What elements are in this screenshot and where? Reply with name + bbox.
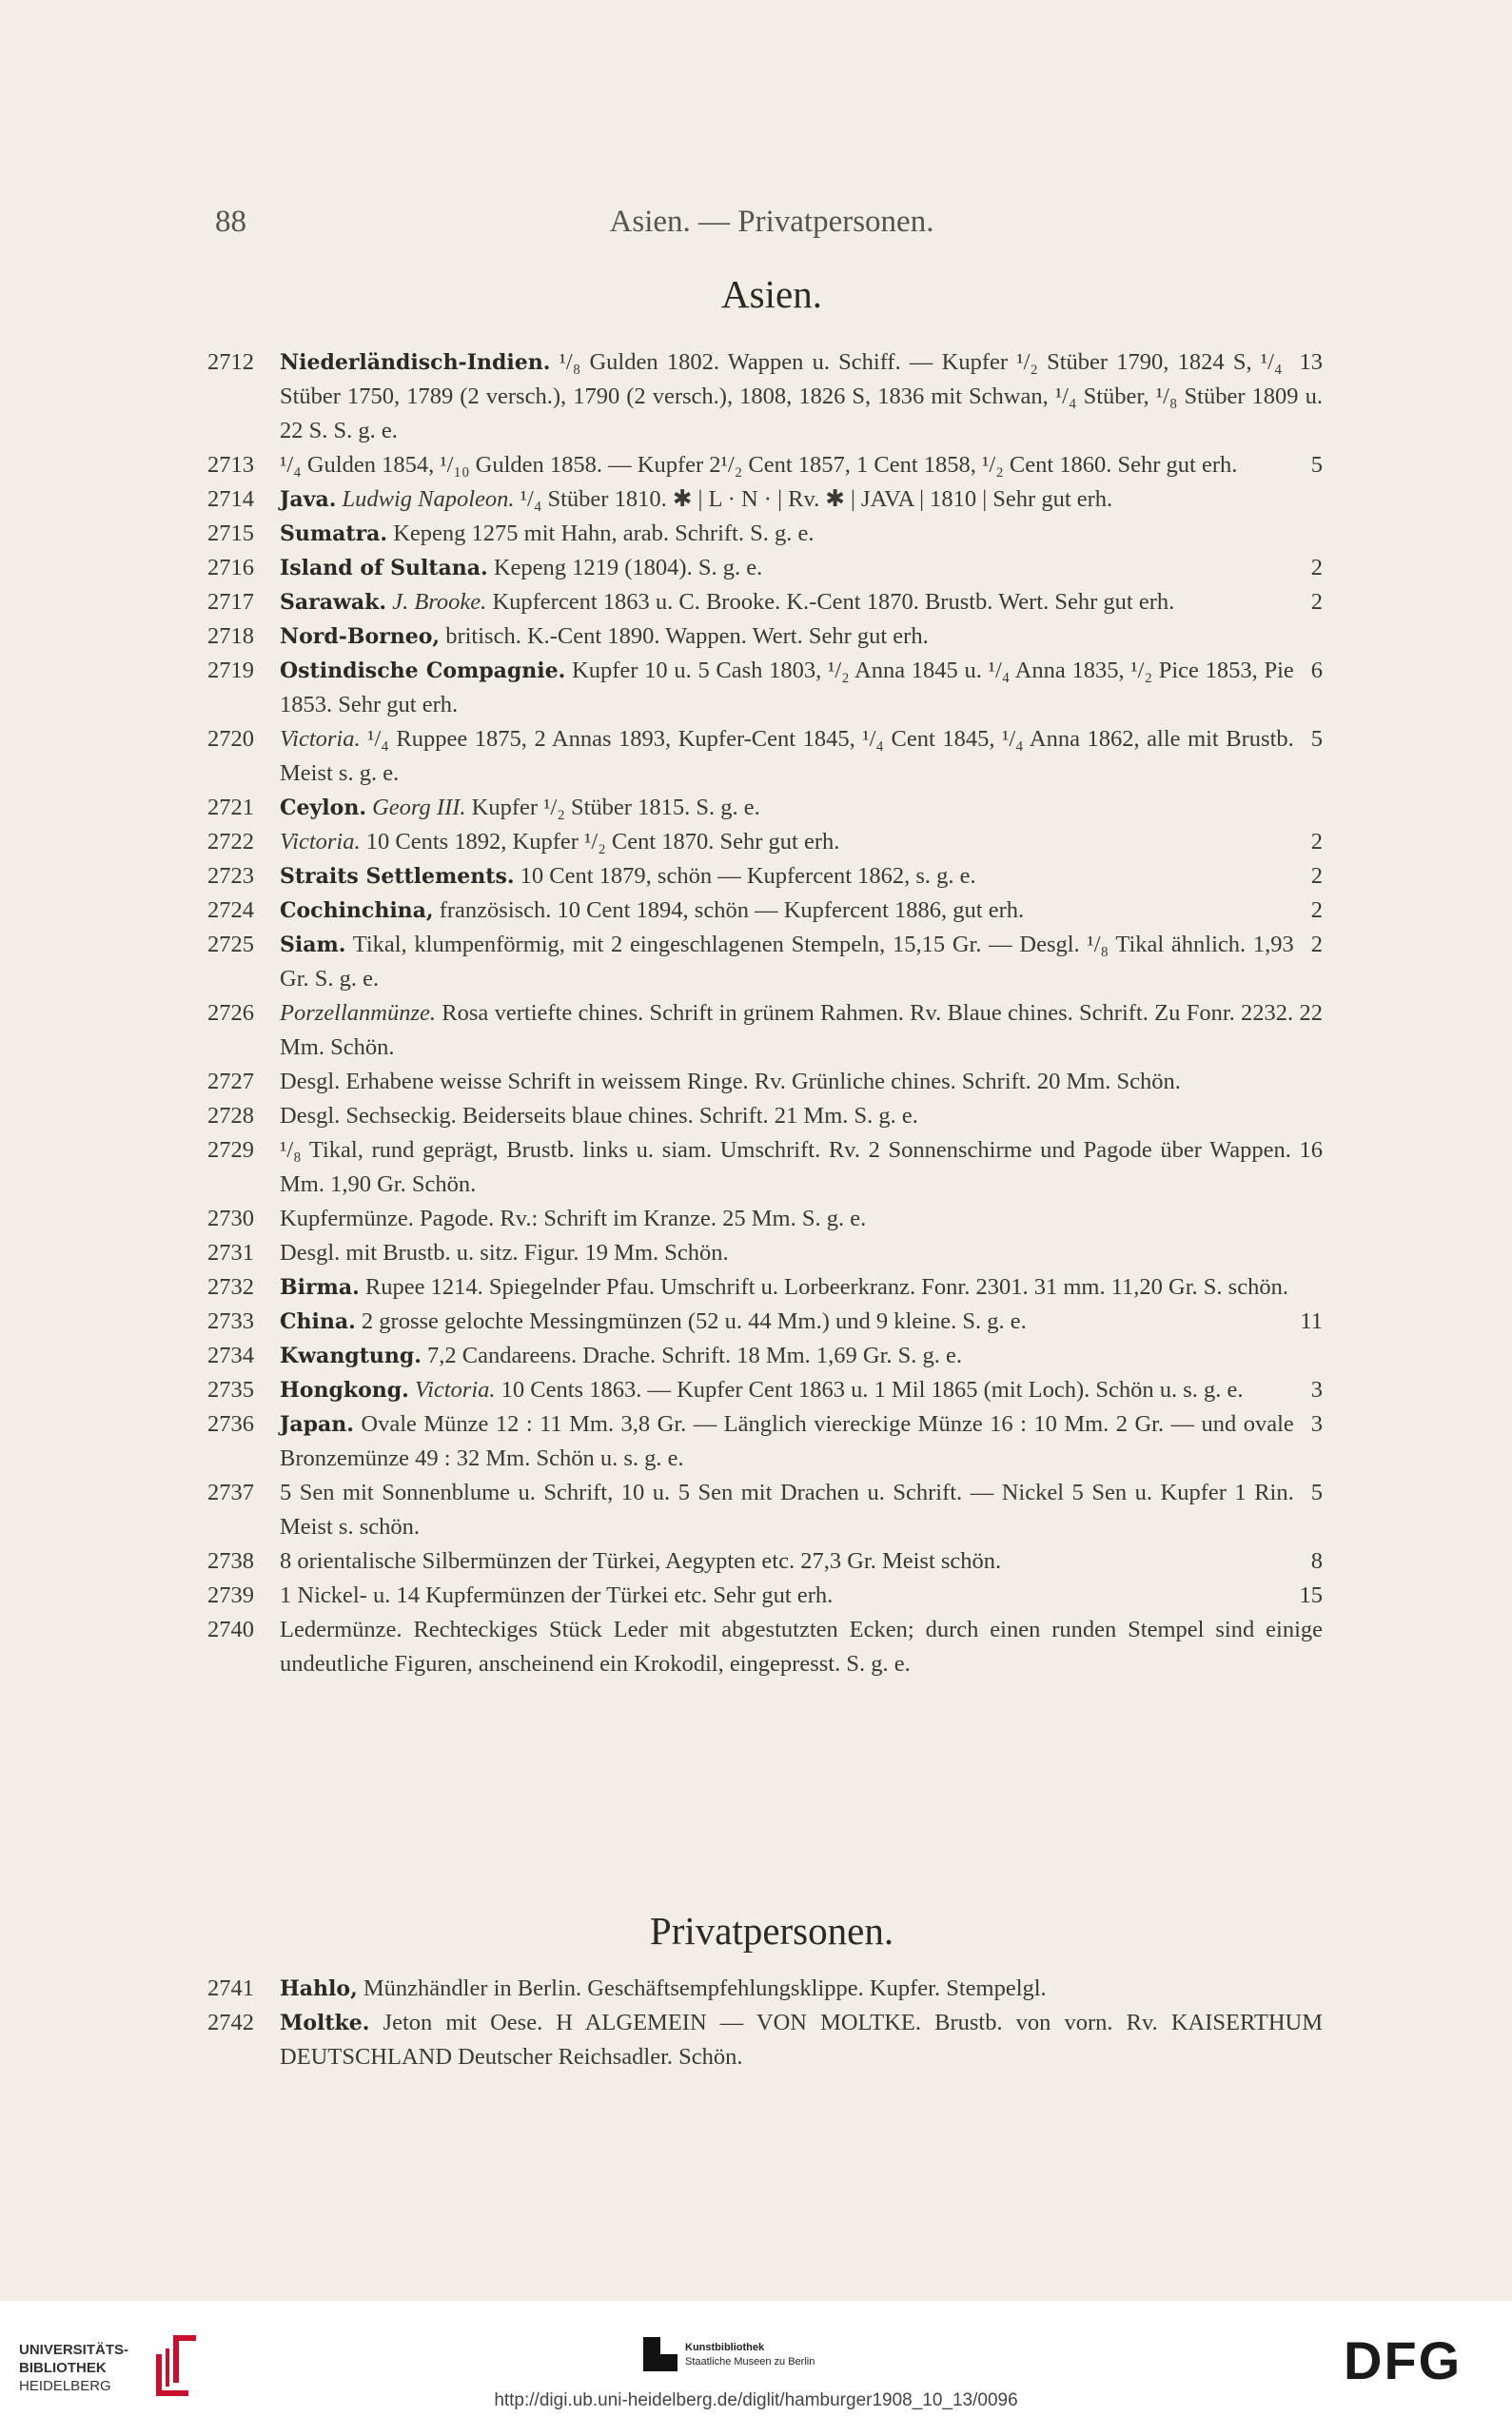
lot-number: 2737	[207, 1480, 254, 1505]
entry-text: französisch. 10 Cent 1894, schön — Kupfercent 1886, gut erh.	[433, 897, 1025, 923]
entry-description	[280, 482, 1323, 517]
entry-text: Kepeng 1275 mit Hahn, arab. Schrift. S. g. e.	[387, 521, 815, 546]
entry-description	[280, 2006, 1323, 2074]
lot-price: 3	[1310, 1411, 1323, 1437]
entry-description	[280, 517, 1323, 551]
entry-text: Kupfer 10 u. 5 Cash 1803, ¹/₂ Anna 1845 u. ¹/₄ Anna 1835, ¹/₂ Pice 1853, Pie 1853. Sehr gut erh.	[280, 658, 1294, 717]
lot-number: 2741	[207, 1975, 254, 2001]
entry-description	[280, 825, 1323, 859]
lot-number: 2728	[207, 1103, 254, 1129]
catalog-entry	[207, 654, 1323, 722]
lot-number: 2733	[207, 1308, 254, 1334]
entry-name: Birma.	[280, 1275, 360, 1300]
lot-number: 2717	[207, 589, 254, 615]
kunstbibliothek-mark-icon	[643, 2337, 677, 2371]
entry-description	[280, 1579, 1323, 1613]
lot-price: 5	[1310, 1480, 1323, 1505]
university-library-label: UNIVERSITÄTS- BIBLIOTHEK HEIDELBERG	[19, 2342, 129, 2394]
entry-text: Kepeng 1219 (1804). S. g. e.	[487, 555, 763, 580]
catalog-entry	[207, 1270, 1323, 1305]
entry-description	[280, 619, 1323, 654]
entry-name: Cochinchina,	[280, 898, 434, 923]
catalog-entry	[207, 996, 1323, 1065]
lot-price: 2	[1310, 863, 1323, 889]
source-url[interactable]: http://digi.ub.uni-heidelberg.de/diglit/hamburger1908_10_13/0096	[494, 2390, 1018, 2410]
catalog-entry	[207, 791, 1323, 825]
entry-text: Jeton mit Oese. H ALGEMEIN — VON MOLTKE. Brustb. von vorn. Rv. KAISERTHUM DEUTSCHLAND Deutscher Reichsadler. Schön.	[280, 2010, 1323, 2070]
catalog-entry	[207, 551, 1323, 585]
kunstbibliothek-subtitle: Staatliche Museen zu Berlin	[685, 2356, 815, 2368]
entry-description	[280, 859, 1323, 894]
catalog-entry	[207, 517, 1323, 551]
lot-number: 2726	[207, 1000, 254, 1026]
entry-ruler: Porzellanmünze.	[280, 1000, 436, 1026]
entry-name: Japan.	[280, 1412, 354, 1437]
entry-ruler: Victoria.	[280, 726, 361, 752]
entry-text: Rosa vertiefte chines. Schrift in grünem Rahmen. Rv. Blaue chines. Schrift. Zu Fonr. 2232. 22 Mm. Schön.	[280, 1000, 1323, 1060]
entry-description	[280, 1339, 1323, 1373]
catalog-entry	[207, 1407, 1323, 1476]
entry-description	[280, 1065, 1323, 1099]
catalog-entry	[207, 1579, 1323, 1613]
lot-number: 2734	[207, 1343, 254, 1368]
lot-number: 2719	[207, 658, 254, 683]
entry-description	[280, 996, 1323, 1065]
entry-name: Kwangtung.	[280, 1344, 422, 1368]
lot-number: 2715	[207, 521, 254, 546]
lot-price: 6	[1310, 658, 1323, 683]
entry-ruler: Georg III.	[372, 795, 466, 820]
lot-price: 13	[1299, 349, 1323, 375]
lot-number: 2722	[207, 829, 254, 855]
running-title: Asien. — Privatpersonen.	[609, 205, 934, 239]
catalog-entry	[207, 1373, 1323, 1407]
catalog-entry	[207, 825, 1323, 859]
lot-number: 2721	[207, 795, 254, 820]
entry-text: Rupee 1214. Spiegelnder Pfau. Umschrift u. Lorbeerkranz. Fonr. 2301. 31 mm. 11,20 Gr. S. schön.	[359, 1274, 1288, 1300]
entry-text: ¹/₄ Ruppee 1875, 2 Annas 1893, Kupfer-Cent 1845, ¹/₄ Cent 1845, ¹/₄ Anna 1862, alle mit Brustb. Meist s. g. e.	[280, 726, 1294, 786]
entry-text: Kupfercent 1863 u. C. Brooke. K.-Cent 1870. Brustb. Wert. Sehr gut erh.	[486, 589, 1175, 615]
entry-text: Kupfer ¹/₂ Stüber 1815. S. g. e.	[465, 795, 760, 820]
lot-price: 2	[1310, 555, 1323, 580]
entry-description	[280, 894, 1323, 928]
entry-text: ¹/₈ Tikal, rund geprägt, Brustb. links u. siam. Umschrift. Rv. 2 Sonnenschirme und Pagode über Wappen. 16 Mm. 1,90 Gr. Schön.	[280, 1137, 1323, 1197]
entry-name: Hongkong.	[280, 1378, 409, 1403]
lot-number: 2732	[207, 1274, 254, 1300]
entry-text: Münzhändler in Berlin. Geschäftsempfehlungsklippe. Kupfer. Stempelgl.	[357, 1975, 1047, 2001]
lot-price: 11	[1300, 1308, 1323, 1334]
lot-number: 2725	[207, 932, 254, 957]
entry-ruler: J. Brooke.	[392, 589, 487, 615]
entry-text: Desgl. Sechseckig. Beiderseits blaue chines. Schrift. 21 Mm. S. g. e.	[280, 1103, 918, 1129]
entry-name: Niederländisch-Indien.	[280, 350, 551, 375]
entry-text: ¹/₄ Stüber 1810. ✱ | L · N · | Rv. ✱ | JAVA | 1810 | Sehr gut erh.	[514, 486, 1113, 512]
lot-price: 2	[1310, 589, 1323, 615]
entry-name: Java.	[280, 487, 337, 512]
lot-number: 2713	[207, 452, 254, 478]
catalog-entry	[207, 722, 1323, 791]
lot-number: 2731	[207, 1240, 254, 1266]
entry-description	[280, 1613, 1323, 1681]
lot-price: 3	[1310, 1377, 1323, 1403]
catalog-entry	[207, 1236, 1323, 1270]
lot-number: 2718	[207, 623, 254, 649]
lot-price: 2	[1310, 932, 1323, 957]
entry-description	[280, 722, 1323, 791]
lot-price: 2	[1310, 829, 1323, 855]
entry-description	[280, 1373, 1323, 1407]
catalog-entries-privatpersonen	[207, 1972, 1323, 2074]
entry-description	[280, 1270, 1323, 1305]
catalog-entry	[207, 585, 1323, 619]
entry-name: Siam.	[280, 933, 346, 957]
lot-number: 2724	[207, 897, 254, 923]
page-number: 88	[215, 205, 246, 239]
entry-description	[280, 585, 1323, 619]
entry-text: britisch. K.-Cent 1890. Wappen. Wert. Sehr gut erh.	[440, 623, 929, 649]
entry-text: 7,2 Candareens. Drache. Schrift. 18 Mm. 1,69 Gr. S. g. e.	[421, 1343, 963, 1368]
entry-text: 2 grosse gelochte Messingmünzen (52 u. 44 Mm.) und 9 kleine. S. g. e.	[355, 1308, 1027, 1334]
catalog-entry	[207, 2006, 1323, 2074]
entry-name: Sarawak.	[280, 590, 387, 615]
entry-text: 10 Cents 1863. — Kupfer Cent 1863 u. 1 Mil 1865 (mit Loch). Schön u. s. g. e.	[495, 1377, 1244, 1403]
lot-number: 2716	[207, 555, 254, 580]
running-head	[215, 205, 1328, 252]
entry-description	[280, 1236, 1323, 1270]
entry-description	[280, 1407, 1323, 1476]
entry-name: Ostindische Compagnie.	[280, 658, 566, 683]
catalog-entry	[207, 859, 1323, 894]
catalog-entry	[207, 1339, 1323, 1373]
entry-description	[280, 448, 1323, 482]
catalog-entry	[207, 1305, 1323, 1339]
entry-description	[280, 1544, 1323, 1579]
entry-description	[280, 928, 1323, 996]
lot-price: 15	[1299, 1582, 1323, 1608]
section-heading-asien: Asien.	[721, 272, 822, 316]
entry-ruler: Victoria.	[414, 1377, 496, 1403]
entry-text: Desgl. Erhabene weisse Schrift in weissem Ringe. Rv. Grünliche chines. Schrift. 20 Mm. Schön.	[280, 1069, 1181, 1094]
kunstbibliothek-logo	[643, 2324, 891, 2381]
catalog-entry	[207, 1065, 1323, 1099]
catalog-entry	[207, 482, 1323, 517]
lot-price: 8	[1310, 1548, 1323, 1574]
entry-ruler: Ludwig Napoleon.	[342, 486, 515, 512]
entry-text: Kupfermünze. Pagode. Rv.: Schrift im Kranze. 25 Mm. S. g. e.	[280, 1206, 867, 1231]
entry-name: Hahlo,	[280, 1976, 358, 2001]
lot-number: 2714	[207, 486, 254, 512]
catalog-entry	[207, 894, 1323, 928]
catalog-entry	[207, 448, 1323, 482]
entry-name: Sumatra.	[280, 521, 388, 546]
catalog-entry	[207, 1202, 1323, 1236]
entry-description	[280, 654, 1323, 722]
entry-description	[280, 1305, 1323, 1339]
catalog-entry	[207, 928, 1323, 996]
entry-description	[280, 791, 1323, 825]
entry-description	[280, 345, 1323, 448]
entry-name: Island of Sultana.	[280, 556, 488, 580]
entry-description	[280, 1202, 1323, 1236]
lot-number: 2723	[207, 863, 254, 889]
catalog-entry	[207, 1972, 1323, 2006]
entry-text: 5 Sen mit Sonnenblume u. Schrift, 10 u. 5 Sen mit Drachen u. Schrift. — Nickel 5 Sen u. Kupfer 1 Rin. Meist s. schön.	[280, 1480, 1294, 1540]
catalog-entry	[207, 1476, 1323, 1544]
kunstbibliothek-name: Kunstbibliothek	[685, 2342, 765, 2353]
entry-text: Desgl. mit Brustb. u. sitz. Figur. 19 Mm. Schön.	[280, 1240, 729, 1266]
lot-price: 2	[1310, 897, 1323, 923]
entry-text: ¹/₈ Gulden 1802. Wappen u. Schiff. — Kupfer ¹/₂ Stüber 1790, 1824 S, ¹/₄ Stüber 1750, 1789 (2 versch.), 1790 (2 versch.), 1808, 1826 S, 1836 mit Schwan, ¹/₄ Stüber, ¹/₈ Stüber 1809 u. 22 S. S. g. e.	[280, 349, 1323, 443]
section-heading-privatpersonen: Privatpersonen.	[649, 1909, 894, 1953]
lot-number: 2735	[207, 1377, 254, 1403]
entry-text: 8 orientalische Silbermünzen der Türkei, Aegypten etc. 27,3 Gr. Meist schön.	[280, 1548, 1002, 1574]
catalog-entry	[207, 1613, 1323, 1681]
digitization-footer	[0, 2301, 1512, 2417]
entry-text: 10 Cents 1892, Kupfer ¹/₂ Cent 1870. Sehr gut erh.	[360, 829, 840, 855]
dfg-logo: DFG	[1344, 2330, 1463, 2390]
lot-number: 2730	[207, 1206, 254, 1231]
lot-price: 5	[1310, 452, 1323, 478]
catalog-entry	[207, 619, 1323, 654]
entry-name: Nord-Borneo,	[280, 624, 441, 649]
catalog-entry	[207, 1133, 1323, 1202]
catalog-entries-asien	[207, 345, 1323, 1681]
catalog-entry	[207, 1544, 1323, 1579]
entry-description	[280, 1972, 1323, 2006]
entry-description	[280, 1099, 1323, 1133]
entry-text: Ovale Münze 12 : 11 Mm. 3,8 Gr. — Länglich viereckige Münze 16 : 10 Mm. 2 Gr. — und ovale Bronzemünze 49 : 32 Mm. Schön u. s. g. e.	[280, 1411, 1294, 1471]
entry-text: Tikal, klumpenförmig, mit 2 eingeschlagenen Stempeln, 15,15 Gr. — Desgl. ¹/₈ Tikal ähnlich. 1,93 Gr. S. g. e.	[280, 932, 1294, 992]
entry-ruler: Victoria.	[280, 829, 361, 855]
lot-number: 2742	[207, 2010, 254, 2035]
entry-text: ¹/₄ Gulden 1854, ¹/₁₀ Gulden 1858. — Kupfer 2¹/₂ Cent 1857, 1 Cent 1858, ¹/₂ Cent 1860. Sehr gut erh.	[280, 452, 1238, 478]
lot-number: 2738	[207, 1548, 254, 1574]
lot-price: 5	[1310, 726, 1323, 752]
entry-description	[280, 551, 1323, 585]
entry-description	[280, 1476, 1323, 1544]
lot-number: 2739	[207, 1582, 254, 1608]
entry-name: Moltke.	[280, 2011, 370, 2035]
lot-number: 2712	[207, 349, 254, 375]
entry-text: Ledermünze. Rechteckiges Stück Leder mit abgestutzten Ecken; durch einen runden Stempel sind einige undeutliche Figuren, anscheinend ein Krokodil, eingepresst. S. g. e.	[280, 1617, 1323, 1677]
lot-number: 2727	[207, 1069, 254, 1094]
lot-number: 2720	[207, 726, 254, 752]
lot-number: 2729	[207, 1137, 254, 1163]
catalog-entry	[207, 1099, 1323, 1133]
lot-number: 2740	[207, 1617, 254, 1642]
entry-text: 1 Nickel- u. 14 Kupfermünzen der Türkei etc. Sehr gut erh.	[280, 1582, 834, 1608]
entry-text: 10 Cent 1879, schön — Kupfercent 1862, s. g. e.	[514, 863, 976, 889]
entry-name: Ceylon.	[280, 796, 366, 820]
entry-name: China.	[280, 1309, 356, 1334]
catalog-entry	[207, 345, 1323, 448]
entry-name: Straits Settlements.	[280, 864, 515, 889]
entry-description	[280, 1133, 1323, 1202]
lot-number: 2736	[207, 1411, 254, 1437]
